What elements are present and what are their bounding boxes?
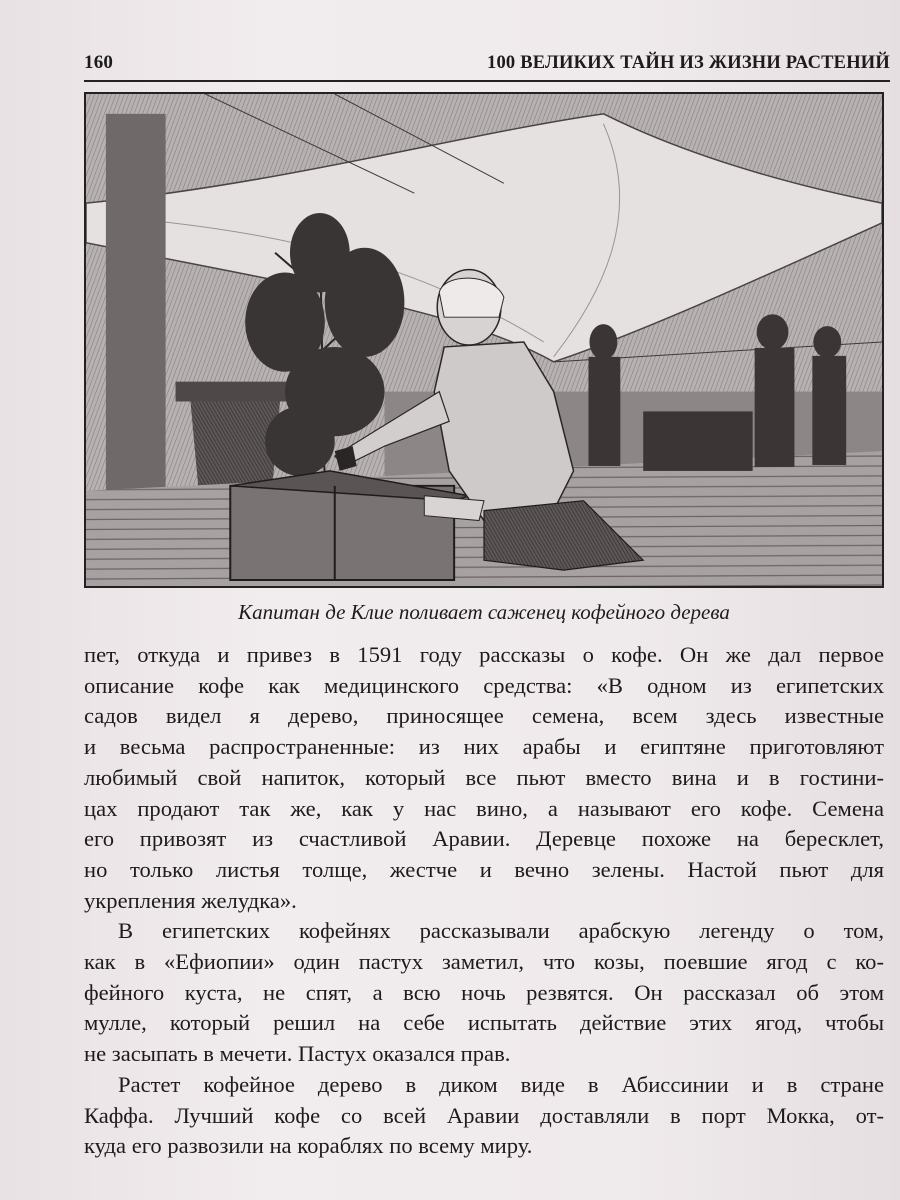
text-line: Каффа. Лучший кофе со всей Аравии доставляли в порт Мокка, от- [84,1102,884,1128]
page-number: 160 [84,52,114,73]
text-line: пет, откуда и привез в 1591 году рассказы о кофе. Он же дал первое [84,642,884,667]
text-line: садов видел я дерево, приносящее семена, всем здесь известные [84,703,884,729]
engraving-illustration [84,92,884,588]
text-line: цах продают так же, как у нас вино, а называют его кофе. Семена [84,795,884,821]
paragraph-3 [84,1070,884,1162]
text-line: не засыпать в мечети. Пастух оказался прав. [84,1041,511,1067]
text-line: фейного куста, не спят, а всю ночь резвятся. Он рассказал об этом [84,979,884,1005]
book-title: 100 ВЕЛИКИХ ТАЙН ИЗ ЖИЗНИ РАСТЕНИЙ [487,53,890,73]
text-line: любимый свой напиток, который все пьют вместо вина и в гостини- [84,764,884,790]
text-line: укрепления желудка». [84,887,297,913]
paragraph-2 [84,916,884,1070]
body-text [84,640,884,1162]
text-line: В египетских кофейнях рассказывали арабскую легенду о том, [118,918,884,944]
text-line: но только листья толще, жестче и вечно зелены. Настой пьют для [84,856,884,882]
figure-caption: Капитан де Клие поливает саженец кофейного дерева [238,600,730,624]
paragraph-1 [84,640,884,916]
text-line: куда его развозили на кораблях по всему миру. [84,1133,533,1159]
text-line: и весьма распространенные: из них арабы и египтяне приготовляют [84,734,884,760]
text-line: описание кофе как медицинского средства: «В одном из египетских [84,672,884,698]
text-line: его привозят из счастливой Аравии. Деревце похоже на бересклет, [84,826,884,852]
header-rule [84,80,890,82]
text-line: как в «Ефиопии» один пастух заметил, что козы, поевшие ягод с ко- [84,949,884,975]
engraving-image [86,94,882,586]
text-line: мулле, который решил на себе испытать действие этих ягод, чтобы [84,1010,884,1036]
text-line: Растет кофейное дерево в диком виде в Абиссинии и в стране [118,1071,884,1097]
running-head [84,44,890,74]
